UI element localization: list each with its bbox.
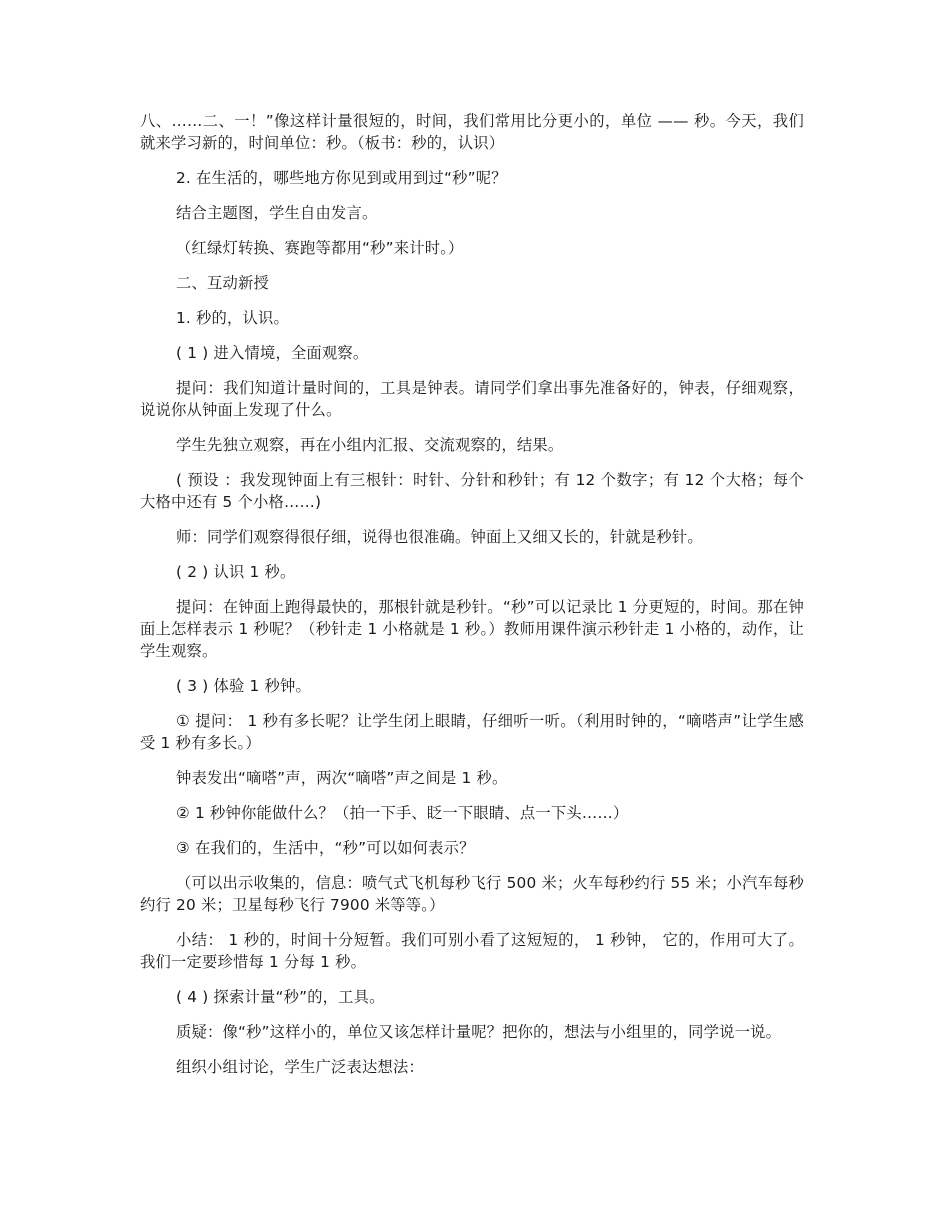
paragraph-listen-tick: ① 提问： 1 秒有多长呢？让学生闭上眼睛，仔细听一听。（利用时钟的，“嘀嗒声”让学生感受 1 秒有多长。） [140, 712, 804, 752]
paragraph-second-hand-question: 提问：在钟面上跑得最快的，那根针就是秒针。“秒”可以记录比 1 分更短的，时间。那在钟面上怎样表示 1 秒呢？（秒针走 1 小格就是 1 秒。）教师用课件演示秒针走 1 小格的，动作，让学生观察。 [140, 598, 804, 660]
section-heading-interactive-teaching: 二、互动新授 [176, 274, 269, 292]
paragraph-question-where-seconds: 2. 在生活的，哪些地方你见到或用到过“秒”呢？ [176, 169, 507, 187]
paragraph-preset-answer: ( 预设 ：我发现钟面上有三根针：时针、分针和秒针；有 12 个数字；有 12 个大格；每个大格中还有 5 个小格……) [140, 471, 804, 511]
paragraph-intro-continuation: 八、……二、一！”像这样计量很短的，时间，我们常用比分更小的，单位 —— 秒。今天，我们就来学习新的，时间单位：秒。（板书：秒的，认识） [140, 112, 804, 152]
paragraph-speed-examples: （可以出示收集的，信息：喷气式飞机每秒飞行 500 米；火车每秒约行 55 米；小汽车每秒约行 20 米；卫星每秒飞行 7900 米等等。） [140, 874, 804, 914]
step-1-observe: ( 1 ) 进入情境，全面观察。 [176, 344, 369, 362]
paragraph-tick-sound: 钟表发出“嘀嗒”声，两次“嘀嗒”声之间是 1 秒。 [176, 769, 508, 787]
paragraph-what-can-do: ② 1 秒钟你能做什么？（拍一下手、眨一下眼睛、点一下头……） [176, 804, 629, 822]
paragraph-student-observe: 学生先独立观察，再在小组内汇报、交流观察的，结果。 [176, 436, 564, 454]
paragraph-free-speech: 结合主题图，学生自由发言。 [176, 204, 378, 222]
paragraph-question-measure: 质疑：像“秒”这样小的，单位又该怎样计量呢？把你的，想法与小组里的，同学说一说。 [176, 1023, 782, 1041]
step-2-one-second: ( 2 ) 认识 1 秒。 [176, 563, 296, 581]
paragraph-teacher-remark: 师：同学们观察得很仔细，说得也很准确。钟面上又细又长的，针就是秒针。 [176, 528, 703, 546]
subheading-knowing-seconds: 1. 秒的，认识。 [176, 309, 290, 327]
paragraph-traffic-light-example: （红绿灯转换、赛跑等都用“秒”来计时。） [176, 239, 464, 257]
paragraph-summary: 小结： 1 秒的，时间十分短暂。我们可别小看了这短短的， 1 秒钟， 它的，作用可大了。我们一定要珍惜每 1 分每 1 秒。 [140, 931, 804, 971]
paragraph-question-clock: 提问：我们知道计量时间的，工具是钟表。请同学们拿出事先准备好的，钟表，仔细观察，说说你从钟面上发现了什么。 [140, 379, 804, 419]
step-4-explore-tools: ( 4 ) 探索计量“秒”的，工具。 [176, 988, 385, 1006]
step-3-experience: ( 3 ) 体验 1 秒钟。 [176, 677, 311, 695]
paragraph-seconds-in-life: ③ 在我们的，生活中，“秒”可以如何表示？ [176, 839, 475, 857]
document-body [140, 110, 804, 1091]
paragraph-group-discussion: 组织小组讨论，学生广泛表达想法： [176, 1058, 424, 1076]
